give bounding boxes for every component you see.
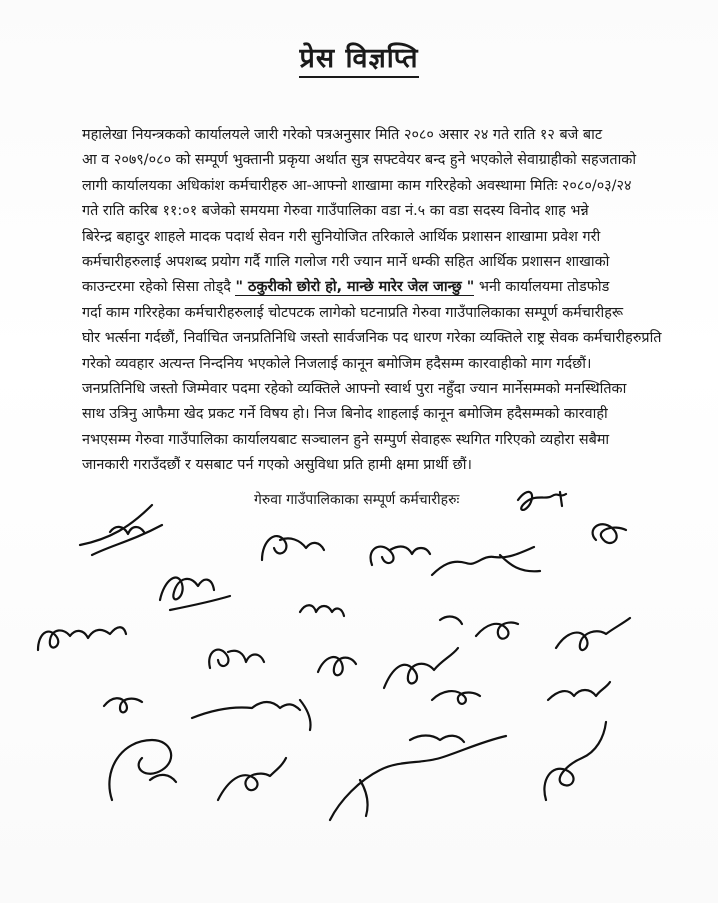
body-line: गते राति करिब ११:०१ बजेको समयमा गेरुवा गाउँपालिका वडा नं.५ का वडा सदस्य विनोद शाह भन्ने [82, 203, 589, 220]
body-text-fragment: काउन्टरमा रहेको सिसा तोड्दै [82, 279, 231, 296]
body-line: महालेखा नियन्त्रकको कार्यालयले जारी गरेको पत्रअनुसार मिति २०८० असार २४ गते राति १२ बजे बाट [82, 127, 603, 143]
body-line: नभएसम्म गेरुवा गाउँपालिका कार्यालयबाट सञ्चालन हुने सम्पुर्ण सेवाहरू स्थगित गरिएको व्यहोरा सबैमा [82, 431, 610, 448]
signature [371, 547, 430, 565]
body-line: लागी कार्यालयका अधिकांश कर्मचारीहरु आ-आफ्नो शाखामा काम गरिरहेको अवस्थामा मितिः २०८०/०३/२४ [82, 177, 632, 194]
signature [160, 577, 230, 610]
signature [476, 622, 518, 638]
signature [218, 758, 286, 800]
signature [440, 617, 462, 624]
body-line: कर्मचारीहरुलाई अपशब्द प्रयोग गर्दै गालि गलोज गरी ज्यान मार्ने धम्की सहित आर्थिक प्रशासन शाखाको [82, 253, 610, 270]
signature [80, 505, 162, 555]
signoff-label: गेरुवा गाउँपालिकाका सम्पूर्ण कर्मचारीहरुः [254, 492, 460, 508]
signature [209, 650, 264, 668]
signature [192, 700, 311, 730]
signature [593, 524, 626, 543]
body-text-fragment: भनी कार्यालयमा तोडफोड [478, 279, 610, 296]
body-line: आ व २०७९/०८० को सम्पूर्ण भुक्तानी प्रकृया अर्थात सुत्र सफ्टवेयर बन्द हुने भएकोले सेवाग्राहीको सहजताको [82, 152, 637, 169]
signature [556, 618, 630, 650]
signature [544, 722, 606, 800]
body-line: गर्दा काम गरिरहेका कर्मचारीहरुलाई चोटपटक लागेको घटनाप्रति गेरुवा गाउँपालिकाका सम्पूर्ण कर्मचारीहरू [82, 304, 624, 321]
signature [432, 547, 540, 575]
signature [262, 536, 324, 560]
signature [384, 648, 458, 688]
signature [318, 657, 356, 675]
body-line: जानकारी गराउँदछौं र यसबाट पर्न गएको असुविधा प्रति हामी क्षमा प्रार्थी छौं। [82, 457, 472, 474]
page-title: प्रेस विज्ञप्ति [0, 38, 718, 75]
body-line: बिरेन्द्र बहादुर शाहले मादक पदार्थ सेवन गरी सुनियोजित तरिकाले आर्थिक प्रशासन शाखामा प्रवेश गरी [82, 228, 601, 245]
body-line: साथ उत्रिनु आफैमा खेद प्रकट गर्ने विषय हो। निज बिनोद शाहलाई कानून बमोजिम हदैसम्मको कारवाही [82, 406, 608, 423]
signature [518, 492, 566, 510]
signature [548, 682, 610, 700]
body-line: गरेको व्यवहार अत्यन्त निन्दनिय भएकोले निजलाई कानून बमोजिम हदैसम्म कारवाहीको माग गर्दछौं। [82, 355, 592, 372]
signature [410, 736, 464, 743]
signature [330, 736, 506, 820]
quoted-statement: " ठकुरीको छोरो हो, मान्छे मारेर जेल जान्छु " [235, 279, 475, 296]
signature [38, 627, 126, 650]
body-line: जनप्रतिनिधि जस्तो जिम्मेवार पदमा रहेको व्यक्तिले आफ्नो स्वार्थ पुरा नहुँदा ज्यान मार्नेसम्मको मनस्थितिका [82, 380, 627, 397]
body-line: घोर भर्त्सना गर्दछौं, निर्वाचित जनप्रतिनिधि जस्तो सार्वजनिक पद धारण गरेका व्यक्तिले राष्ट्र सेवक कर्मचारीहरुप्रति [82, 330, 662, 347]
signature [109, 740, 176, 800]
signature [104, 698, 142, 712]
signature [300, 605, 344, 616]
signature [432, 691, 480, 704]
